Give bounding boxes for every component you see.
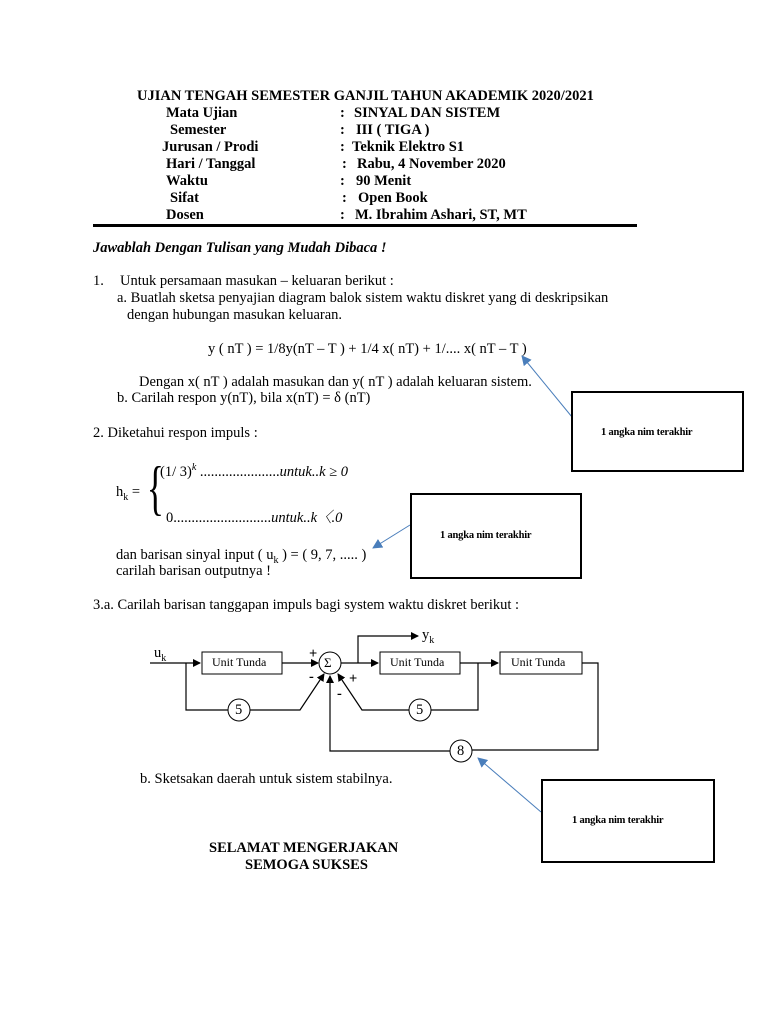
sign-minus-bottom: -	[337, 686, 342, 702]
header-value: 90 Menit	[356, 173, 412, 189]
q3-b: b. Sketsakan daerah untuk sistem stabilnya.	[140, 771, 393, 787]
sign-plus-right: +	[349, 671, 358, 687]
note-text-3: 1 angka nim terakhir	[572, 815, 664, 826]
input-subscript: k	[273, 554, 279, 566]
unit-delay-label-2: Unit Tunda	[390, 655, 445, 669]
header-value: M. Ibrahim Ashari, ST, MT	[355, 207, 527, 223]
closing-line-2: SEMOGA SUKSES	[245, 857, 368, 873]
q1-b: b. Carilah respon y(nT), bila x(nT) = δ (nT)	[117, 390, 371, 406]
closing-line-1: SELAMAT MENGERJAKAN	[209, 840, 399, 856]
instruction: Jawablah Dengan Tulisan yang Mudah Dibaca !	[93, 240, 387, 256]
unit-delay-label-1: Unit Tunda	[212, 655, 267, 669]
u-symbol: u	[154, 645, 162, 661]
case1-base: (1/ 3)	[160, 463, 192, 480]
note-box-1	[571, 391, 744, 472]
y-subscript: k	[429, 634, 435, 646]
header-label: Sifat	[170, 190, 199, 206]
header-sep: :	[340, 207, 345, 223]
note-arrow-1	[522, 356, 572, 417]
q1-number: 1.	[93, 273, 104, 289]
h-symbol: h	[116, 484, 124, 500]
header-value: SINYAL DAN SISTEM	[354, 105, 501, 121]
header-sep: :	[340, 105, 345, 121]
gain-label-1: 5	[235, 702, 243, 718]
case2-value: 0	[166, 510, 174, 526]
case2-dots: ...........................	[173, 510, 272, 526]
input-text: dan barisan sinyal input ( u	[116, 547, 274, 563]
h-subscript: k	[123, 491, 129, 503]
y-symbol: y	[422, 627, 430, 643]
header-value: Open Book	[358, 190, 428, 206]
note-text-1: 1 angka nim terakhir	[601, 427, 693, 438]
note-arrow-2	[373, 525, 410, 548]
q2-intro: 2. Diketahui respon impuls :	[93, 425, 258, 441]
header-label: Semester	[170, 122, 227, 138]
header-sep: :	[340, 122, 345, 138]
q1-a-line2: dengan hubungan masukan keluaran.	[127, 307, 343, 323]
header-label: Mata Ujian	[166, 105, 238, 121]
q1-equation: y ( nT ) = 1/8y(nT – T ) + 1/4 x( nT) + 1/.... x( nT – T )	[208, 341, 527, 357]
case-brace: {	[146, 455, 165, 521]
case1-dots: ......................	[196, 463, 280, 480]
header-value: Rabu, 4 November 2020	[357, 156, 506, 172]
gain-label-2: 5	[416, 702, 424, 718]
h-equals: =	[128, 484, 141, 500]
header-sep: :	[342, 156, 347, 172]
exam-title: UJIAN TENGAH SEMESTER GANJIL TAHUN AKADEMIK 2020/2021	[137, 88, 594, 104]
case1-exponent: k	[191, 462, 197, 473]
note-box-2	[410, 493, 582, 579]
q2-output: carilah barisan outputnya !	[116, 563, 272, 579]
q3-a: 3.a. Carilah barisan tanggapan impuls bagi system waktu diskret berikut :	[93, 597, 520, 613]
sign-minus-left: -	[309, 669, 314, 685]
input-values: ) = ( 9, 7, ..... )	[278, 547, 367, 563]
input-label	[154, 645, 166, 664]
header-sep: :	[340, 173, 345, 189]
q1-dengan: Dengan x( nT ) adalah masukan dan y( nT ) adalah keluaran sistem.	[139, 374, 532, 390]
note-text-2: 1 angka nim terakhir	[440, 530, 532, 541]
loop3-right	[472, 663, 598, 750]
note-arrow-3	[478, 758, 541, 812]
header-value: III ( TIGA )	[356, 122, 430, 138]
q1-a-line1: a. Buatlah sketsa penyajian diagram balok sistem waktu diskret yang di deskripsikan	[117, 290, 609, 306]
header-label: Jurusan / Prodi	[162, 139, 259, 155]
note-box-3	[541, 779, 715, 863]
u-subscript: k	[161, 652, 167, 664]
output-label	[422, 627, 434, 646]
header-sep: :	[340, 139, 345, 155]
loop3-to-sum	[330, 676, 450, 751]
gain-label-3: 8	[457, 743, 465, 759]
header-value: Teknik Elektro S1	[352, 139, 465, 155]
header-label: Waktu	[166, 173, 208, 189]
header-sep: :	[342, 190, 347, 206]
q1-intro: Untuk persamaan masukan – keluaran berikut :	[120, 273, 394, 289]
case1-condition: untuk..k ≥ 0	[279, 463, 348, 480]
sum-symbol: Σ	[324, 655, 332, 670]
sign-plus-top: +	[309, 646, 318, 662]
unit-delay-label-3: Unit Tunda	[511, 655, 566, 669]
header-label: Hari / Tanggal	[166, 156, 256, 172]
header-label: Dosen	[166, 207, 204, 223]
case2-condition: untuk..k〈.0	[271, 510, 343, 526]
